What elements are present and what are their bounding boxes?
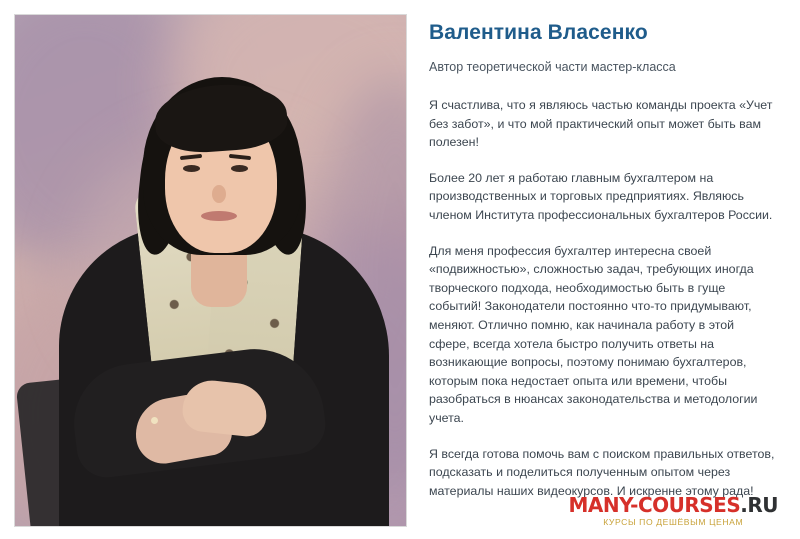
- watermark-tagline: КУРСЫ ПО ДЕШЁВЫМ ЦЕНАМ: [603, 517, 744, 528]
- bio-text-column: [429, 14, 784, 529]
- person-name: Валентина Власенко: [429, 21, 648, 44]
- bio-paragraph: Я всегда готова помочь вам с поиском правильных ответов, подсказать и поделиться полученным опытом через материалы наших видеокурсов. И искренне этому рада!: [429, 446, 775, 498]
- bio-paragraph: Для меня профессия бухгалтер интересна своей «подвижностью», сложностью задач, требующих иногда творческого подхода, необходимостью быть в гуще событий! Законодатели постоянно что-то придумывают, меняют. Отлично помню, как начинала работу в этой сфере, всегда хотела быстро получить ответы на возникающие вопросы, поэтому понимаю бухгалтеров, которым пока недостает опыта или времени, чтобы разобраться в нюансах законодательства и методологии учета.: [429, 243, 758, 425]
- bio-paragraph: Более 20 лет я работаю главным бухгалтером на производственных и торговых предприятиях. Являюсь членом Института профессиональных бухгалтеров России.: [429, 170, 773, 222]
- eye-left: [183, 165, 200, 172]
- watermark-brand-tld: .RU: [740, 493, 778, 518]
- portrait-photo: [14, 14, 407, 527]
- person-role: Автор теоретической части мастер-класса: [429, 60, 676, 74]
- mouth: [201, 211, 237, 221]
- portrait-column: [14, 14, 407, 529]
- watermark-brand-main: MANY-COURSES: [568, 493, 741, 518]
- eye-right: [231, 165, 248, 172]
- watermark-brand: [568, 493, 778, 518]
- nose: [212, 185, 226, 203]
- finger-ring: [151, 417, 158, 424]
- bio-paragraph: Я счастлива, что я являюсь частью команды проекта «Учет без забот», и что мой практический опыт может быть вам полезен!: [429, 98, 773, 150]
- watermark: [568, 495, 778, 527]
